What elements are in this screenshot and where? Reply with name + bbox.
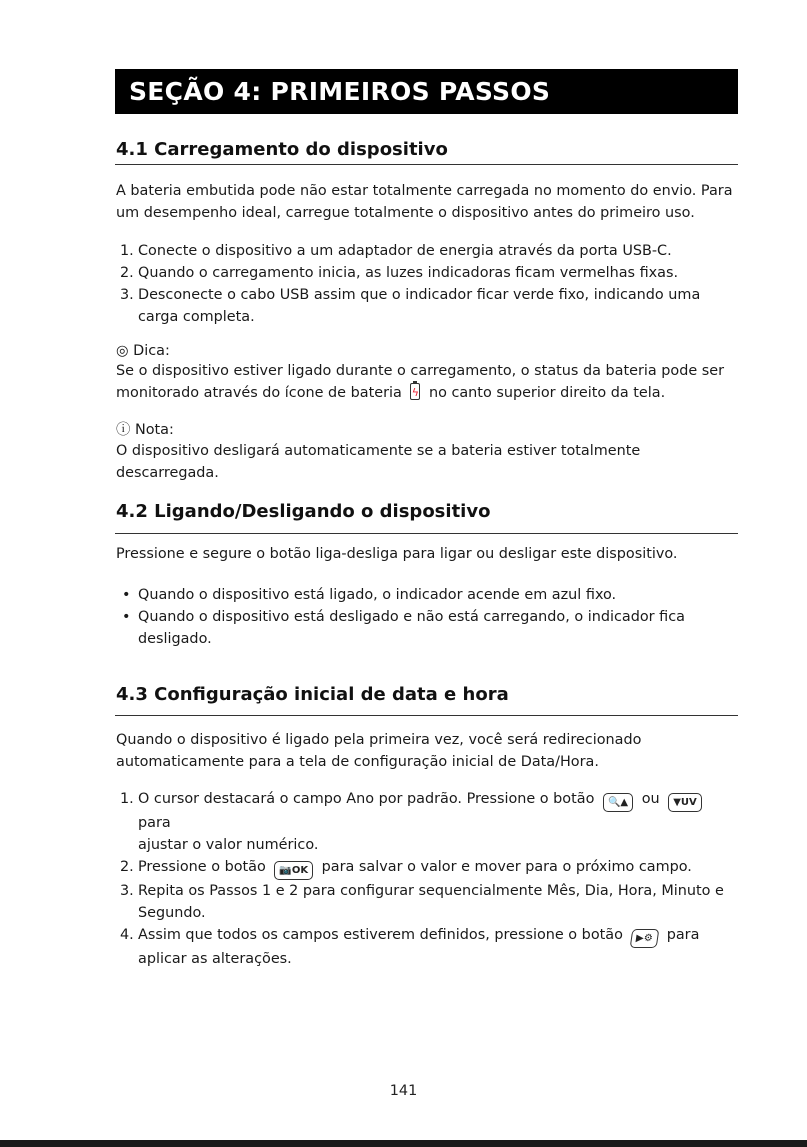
list-item: 1. O cursor destacará o campo Ano por padrão. Pressione o botão 🔍▲ ou ▼UV para ajustar o valor numérico. (116, 788, 741, 856)
heading-4-3: 4.3 Configuração inicial de data e hora (116, 684, 509, 705)
list-item: 3. Desconecte o cabo USB assim que o indicador ficar verde fixo, indicando uma carga completa. (120, 287, 701, 325)
datetime-steps (116, 788, 741, 970)
heading-4-1: 4.1 Carregamento do dispositivo (116, 139, 448, 160)
battery-icon: ϟ (410, 383, 420, 400)
list-item: • Quando o dispositivo está ligado, o indicador acende em azul fixo. (122, 587, 617, 603)
note-text: O dispositivo desligará automaticamente se a bateria estiver totalmente descarregada. (116, 443, 641, 481)
play-settings-key-icon: ▶⚙ (630, 929, 659, 948)
page-number: 141 (389, 1083, 418, 1099)
divider (115, 164, 738, 165)
divider (115, 715, 738, 716)
power-bullets (116, 584, 741, 650)
heading-4-2: 4.2 Ligando/Desligando o dispositivo (116, 501, 491, 522)
divider (115, 533, 738, 534)
down-uv-key-icon: ▼UV (668, 793, 702, 812)
paragraph-datetime-intro: Quando o dispositivo é ligado pela primeira vez, você será redirecionado automaticamente para a tela de configuração inicial de Data/Hora. (116, 732, 642, 770)
tip-label: ◎ Dica: (116, 343, 170, 359)
bottom-border (0, 1140, 807, 1147)
section-banner (115, 69, 738, 114)
list-item: 4. Assim que todos os campos estiverem definidos, pressione o botão ▶⚙ para aplicar as alterações. (120, 927, 700, 967)
note-label: ⓘ Nota: (116, 422, 174, 438)
section-banner-title: SEÇÃO 4: PRIMEIROS PASSOS (129, 77, 551, 106)
paragraph-charging-intro: A bateria embutida pode não estar totalmente carregada no momento do envio. Para um desempenho ideal, carregue totalmente o dispositivo antes do primeiro uso. (116, 183, 733, 221)
ok-key-icon: 📷OK (274, 861, 313, 880)
paragraph-power-intro: Pressione e segure o botão liga-desliga para ligar ou desligar este dispositivo. (116, 546, 678, 562)
list-item: 2. Quando o carregamento inicia, as luzes indicadoras ficam vermelhas fixas. (120, 265, 679, 281)
list-item: 1. Conecte o dispositivo a um adaptador de energia através da porta USB-C. (120, 243, 672, 259)
tip-text: Se o dispositivo estiver ligado durante o carregamento, o status da bateria pode ser monitorado através do ícone de bateria ϟ no canto superior direito da tela. (116, 363, 725, 401)
up-key-icon: 🔍▲ (603, 793, 633, 812)
charging-steps (116, 240, 741, 328)
list-item: 3. Repita os Passos 1 e 2 para configurar sequencialmente Mês, Dia, Hora, Minuto e Segundo. (120, 883, 724, 921)
list-item: • Quando o dispositivo está desligado e não está carregando, o indicador fica desligado. (122, 609, 685, 647)
list-item: 2. Pressione o botão 📷OK para salvar o valor e mover para o próximo campo. (116, 856, 741, 880)
